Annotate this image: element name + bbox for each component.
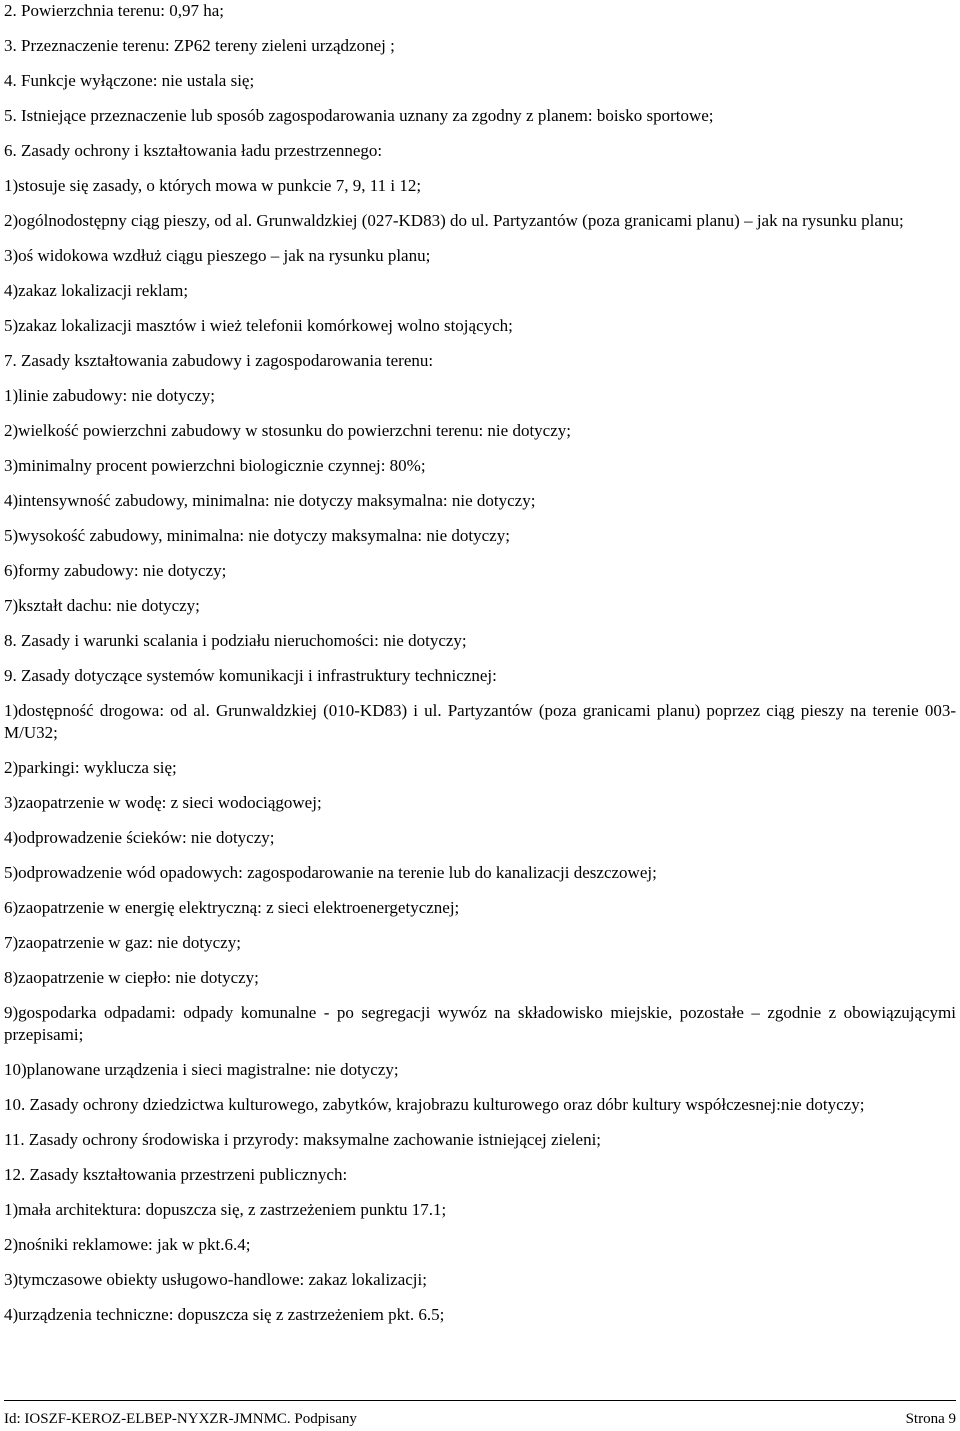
- text-line: 4)odprowadzenie ścieków: nie dotyczy;: [4, 828, 275, 847]
- page-footer: [4, 1409, 956, 1429]
- text-paragraph: 10. Zasady ochrony dziedzictwa kulturowego, zabytków, krajobrazu kulturowego oraz dóbr kultury współczesnej:nie dotyczy;: [4, 1095, 865, 1114]
- text-line: 10)planowane urządzenia i sieci magistralne: nie dotyczy;: [4, 1060, 399, 1079]
- text-line: 1)linie zabudowy: nie dotyczy;: [4, 386, 216, 405]
- text-line: 11. Zasady ochrony środowiska i przyrody: maksymalne zachowanie istniejącej zieleni;: [4, 1130, 602, 1149]
- document-body: [4, 0, 956, 1326]
- text-line: 5)wysokość zabudowy, minimalna: nie dotyczy maksymalna: nie dotyczy;: [4, 526, 510, 545]
- text-line: 5)odprowadzenie wód opadowych: zagospodarowanie na terenie lub do kanalizacji deszczowej;: [4, 863, 657, 882]
- page-number: Strona 9: [905, 1411, 956, 1427]
- text-line: 3. Przeznaczenie terenu: ZP62 tereny zieleni urządzonej ;: [4, 36, 395, 55]
- footer-divider: [4, 1400, 956, 1401]
- text-line: 7. Zasady kształtowania zabudowy i zagospodarowania terenu:: [4, 351, 434, 370]
- text-line: 9. Zasady dotyczące systemów komunikacji i infrastruktury technicznej:: [4, 666, 497, 685]
- text-line: 2. Powierzchnia terenu: 0,97 ha;: [4, 1, 224, 20]
- text-line: 1)mała architektura: dopuszcza się, z zastrzeżeniem punktu 17.1;: [4, 1200, 447, 1219]
- text-paragraph: 2)ogólnodostępny ciąg pieszy, od al. Grunwaldzkiej (027-KD83) do ul. Partyzantów (poza granicami planu) – jak na rysunku planu;: [4, 211, 904, 230]
- text-line: 3)oś widokowa wzdłuż ciągu pieszego – jak na rysunku planu;: [4, 246, 431, 265]
- text-line: 1)stosuje się zasady, o których mowa w punkcie 7, 9, 11 i 12;: [4, 176, 422, 195]
- text-line: 3)minimalny procent powierzchni biologicznie czynnej: 80%;: [4, 456, 426, 475]
- text-line: 4)zakaz lokalizacji reklam;: [4, 281, 189, 300]
- text-line: 2)parkingi: wyklucza się;: [4, 758, 177, 777]
- text-paragraph: 1)dostępność drogowa: od al. Grunwaldzkiej (010-KD83) i ul. Partyzantów (poza granicami planu) poprzez ciąg pieszy na terenie 003-M/U32;: [4, 701, 956, 742]
- text-paragraph: 9)gospodarka odpadami: odpady komunalne - po segregacji wywóz na składowisko miejskie, pozostałe – zgodnie z obowiązującymi przepisami;: [4, 1003, 956, 1044]
- text-line: 2)nośniki reklamowe: jak w pkt.6.4;: [4, 1235, 251, 1254]
- text-line: 7)kształt dachu: nie dotyczy;: [4, 596, 200, 615]
- document-id: Id: IOSZF-KEROZ-ELBEP-NYXZR-JMNMC. Podpisany: [4, 1411, 357, 1427]
- text-line: 5)zakaz lokalizacji masztów i wież telefonii komórkowej wolno stojących;: [4, 316, 513, 335]
- text-line: 12. Zasady kształtowania przestrzeni publicznych:: [4, 1165, 348, 1184]
- text-line: 2)wielkość powierzchni zabudowy w stosunku do powierzchni terenu: nie dotyczy;: [4, 421, 571, 440]
- text-line: 8)zaopatrzenie w ciepło: nie dotyczy;: [4, 968, 259, 987]
- text-line: 4. Funkcje wyłączone: nie ustala się;: [4, 71, 255, 90]
- text-line: 7)zaopatrzenie w gaz: nie dotyczy;: [4, 933, 241, 952]
- text-line: 6)formy zabudowy: nie dotyczy;: [4, 561, 227, 580]
- text-line: 6. Zasady ochrony i kształtowania ładu przestrzennego:: [4, 141, 383, 160]
- text-line: 8. Zasady i warunki scalania i podziału nieruchomości: nie dotyczy;: [4, 631, 467, 650]
- text-line: 6)zaopatrzenie w energię elektryczną: z sieci elektroenergetycznej;: [4, 898, 460, 917]
- text-line: 3)tymczasowe obiekty usługowo-handlowe: zakaz lokalizacji;: [4, 1270, 427, 1289]
- text-line: 5. Istniejące przeznaczenie lub sposób zagospodarowania uznany za zgodny z planem: boisko sportowe;: [4, 106, 714, 125]
- text-line: 4)urządzenia techniczne: dopuszcza się z zastrzeżeniem pkt. 6.5;: [4, 1305, 445, 1324]
- text-line: 4)intensywność zabudowy, minimalna: nie dotyczy maksymalna: nie dotyczy;: [4, 491, 536, 510]
- text-line: 3)zaopatrzenie w wodę: z sieci wodociągowej;: [4, 793, 322, 812]
